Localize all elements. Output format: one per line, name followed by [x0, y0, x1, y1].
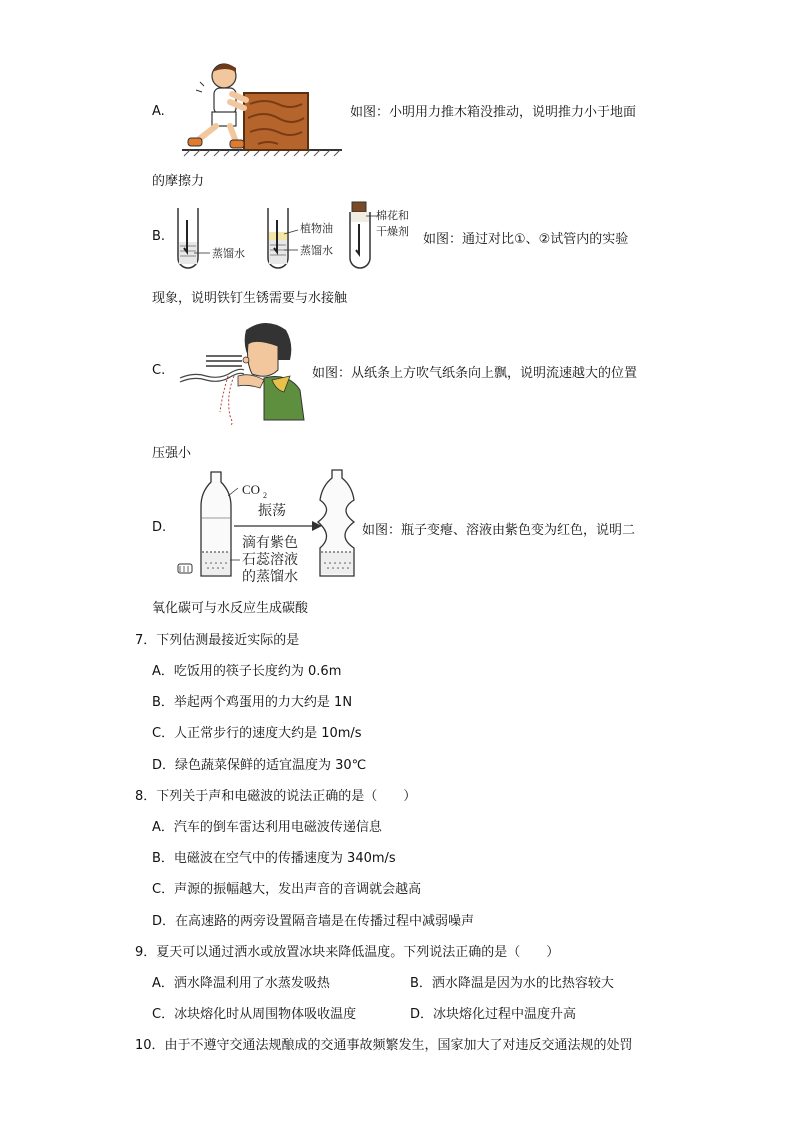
q7-stem: 7．下列估测最接近实际的是: [135, 633, 300, 648]
q8-option-c: C．声源的振幅越大，发出声音的音调就会越高: [152, 882, 422, 897]
option-c-desc-line1: 如图：从纸条上方吹气纸条向上飘，说明流速越大的位置: [312, 366, 638, 381]
figure-push-box: [178, 56, 348, 158]
figure-blow-paper: [176, 316, 306, 426]
tube3-label-desiccant: 干燥剂: [376, 225, 409, 238]
option-a-desc-line2: 的摩擦力: [152, 174, 205, 189]
q8-option-b: B．电磁波在空气中的传播速度为 340m/s: [152, 851, 396, 866]
arrow-label: 振荡: [258, 503, 286, 519]
tube1-label: 蒸馏水: [212, 247, 245, 260]
option-d-desc-line2: 氧化碳可与水反应生成碳酸: [152, 601, 309, 616]
liquid-label-2: 石蕊溶液: [242, 552, 298, 568]
option-a-letter: A.: [152, 104, 165, 119]
tube2-label-oil: 植物油: [300, 222, 333, 235]
q9-option-b: B．洒水降温是因为水的比热容较大: [410, 976, 614, 991]
q8-option-a: A．汽车的倒车雷达利用电磁波传递信息: [152, 820, 382, 835]
figure-test-tubes: [170, 198, 420, 273]
q9-stem: 9．夏天可以通过洒水或放置冰块来降低温度。下列说法正确的是（ ）: [135, 945, 560, 960]
q8-option-d: D．在高速路的两旁设置隔音墙是在传播过程中减弱噪声: [152, 914, 475, 929]
q7-option-b: B．举起两个鸡蛋用的力大约是 1N: [152, 695, 353, 710]
q9-option-c: C．冰块熔化时从周围物体吸收温度: [152, 1007, 357, 1022]
tube3-label-cotton: 棉花和: [376, 209, 409, 222]
option-b-letter: B.: [152, 229, 166, 244]
co2-label: CO: [242, 482, 261, 497]
co2-subscript: 2: [263, 491, 267, 500]
q7-option-a: A．吃饭用的筷子长度约为 0.6m: [152, 664, 342, 679]
option-b-desc-line1: 如图：通过对比①、②试管内的实验: [423, 232, 629, 247]
q9-option-a: A．洒水降温利用了水蒸发吸热: [152, 976, 330, 991]
option-c-desc-line2: 压强小: [152, 446, 192, 461]
q7-option-c: C．人正常步行的速度大约是 10m/s: [152, 726, 362, 741]
liquid-label-1: 滴有紫色: [242, 535, 298, 551]
option-c-letter: C.: [152, 363, 166, 378]
tube2-label-water: 蒸馏水: [300, 244, 333, 257]
q9-option-d: D．冰块熔化过程中温度升高: [410, 1007, 577, 1022]
option-b-desc-line2: 现象，说明铁钉生锈需要与水接触: [152, 291, 348, 306]
option-d-desc-line1: 如图：瓶子变瘪、溶液由紫色变为红色，说明二: [362, 523, 636, 538]
q8-stem: 8．下列关于声和电磁波的说法正确的是（ ）: [135, 789, 417, 804]
option-d-letter: D.: [152, 520, 167, 535]
q10-stem: 10．由于不遵守交通法规酿成的交通事故频繁发生，国家加大了对违反交通法规的处罚: [135, 1038, 633, 1053]
option-a-desc-line1: 如图：小明用力推木箱没推动，说明推力小于地面: [350, 105, 637, 120]
q7-option-d: D．绿色蔬菜保鲜的适宜温度为 30℃: [152, 758, 367, 773]
figure-co2-bottle: [172, 468, 362, 588]
liquid-label-3: 的蒸馏水: [242, 569, 298, 585]
